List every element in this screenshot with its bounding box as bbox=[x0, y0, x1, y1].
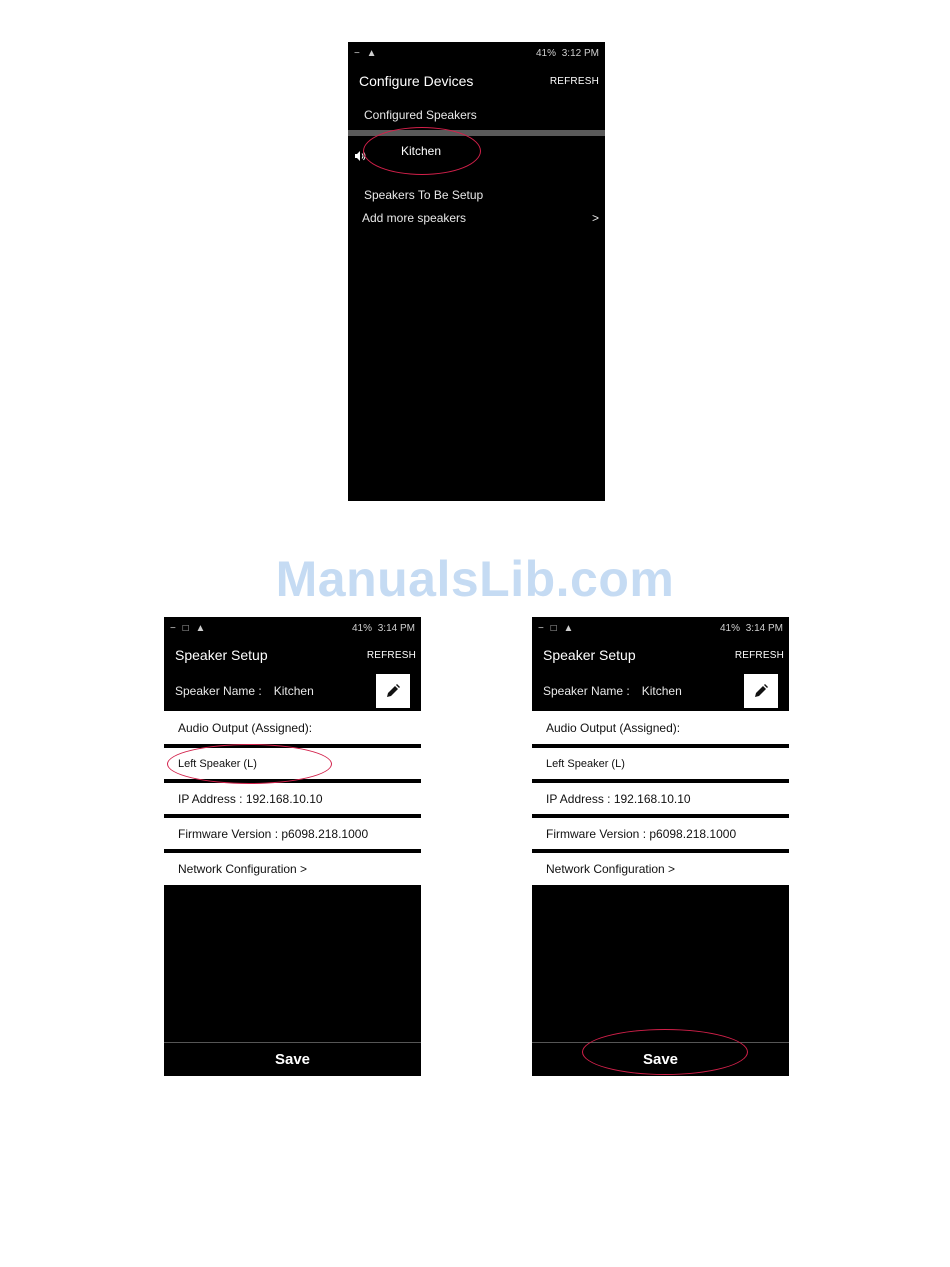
audio-channel-row[interactable] bbox=[164, 748, 421, 779]
page-title: Speaker Setup bbox=[175, 647, 268, 663]
minus-icon: − bbox=[354, 47, 360, 59]
network-configuration-link[interactable]: Network Configuration > bbox=[164, 853, 421, 885]
add-more-speakers-item[interactable] bbox=[348, 206, 605, 230]
audio-output-label: Audio Output (Assigned): bbox=[532, 711, 789, 744]
status-time: 3:14 PM bbox=[377, 622, 415, 634]
speaker-name-value: Kitchen bbox=[641, 684, 682, 698]
alert-icon: ▲ bbox=[563, 622, 574, 634]
refresh-button[interactable]: REFRESH bbox=[366, 649, 416, 661]
firmware-version-row: Firmware Version : p6098.218.1000 bbox=[164, 818, 421, 849]
audio-channel-value: Left Speaker (L) bbox=[178, 757, 257, 770]
app-header bbox=[164, 639, 421, 671]
pencil-icon bbox=[385, 683, 401, 699]
status-bar bbox=[348, 42, 605, 64]
speaker-item-kitchen[interactable] bbox=[348, 136, 605, 176]
alert-icon: ▲ bbox=[366, 47, 377, 59]
speaker-name-label: Speaker Name : bbox=[543, 684, 630, 698]
audio-output-label: Audio Output (Assigned): bbox=[164, 711, 421, 744]
firmware-version-row: Firmware Version : p6098.218.1000 bbox=[532, 818, 789, 849]
app-header bbox=[348, 64, 605, 98]
audio-channel-value: Left Speaker (L) bbox=[546, 757, 625, 770]
page-title: Configure Devices bbox=[359, 73, 474, 89]
configured-speakers-label: Configured Speakers bbox=[364, 108, 477, 122]
speaker-setup-screen-left bbox=[164, 617, 421, 1076]
image-icon: □ bbox=[182, 622, 189, 634]
ip-address-row: IP Address : 192.168.10.10 bbox=[164, 783, 421, 814]
status-bar bbox=[532, 617, 789, 639]
speaker-name-value: Kitchen bbox=[273, 684, 314, 698]
status-time: 3:12 PM bbox=[561, 47, 599, 59]
status-time: 3:14 PM bbox=[745, 622, 783, 634]
app-header bbox=[532, 639, 789, 671]
minus-icon: − bbox=[170, 622, 176, 634]
alert-icon: ▲ bbox=[195, 622, 206, 634]
watermark: ManualsLib.com bbox=[275, 551, 675, 607]
speaker-name-row bbox=[164, 671, 421, 711]
edit-name-button[interactable] bbox=[376, 674, 410, 708]
save-button[interactable]: Save bbox=[164, 1042, 421, 1076]
image-icon: □ bbox=[550, 622, 557, 634]
page-title: Speaker Setup bbox=[543, 647, 636, 663]
add-more-speakers-label: Add more speakers bbox=[362, 211, 467, 225]
audio-channel-row[interactable] bbox=[532, 748, 789, 779]
chevron-right-icon: > bbox=[591, 211, 599, 225]
pencil-icon bbox=[753, 683, 769, 699]
battery-percent: 41% bbox=[535, 47, 556, 59]
speaker-name-label: Kitchen bbox=[400, 144, 442, 158]
refresh-button[interactable]: REFRESH bbox=[549, 75, 599, 87]
speaker-name-label: Speaker Name : bbox=[175, 684, 262, 698]
speaker-name-row bbox=[532, 671, 789, 711]
save-button[interactable] bbox=[532, 1042, 789, 1076]
network-configuration-link[interactable]: Network Configuration > bbox=[532, 853, 789, 885]
configure-devices-screen bbox=[348, 42, 605, 501]
battery-percent: 41% bbox=[719, 622, 740, 634]
minus-icon: − bbox=[538, 622, 544, 634]
edit-name-button[interactable] bbox=[744, 674, 778, 708]
battery-percent: 41% bbox=[351, 622, 372, 634]
ip-address-row: IP Address : 192.168.10.10 bbox=[532, 783, 789, 814]
save-label: Save bbox=[642, 1051, 679, 1068]
refresh-button[interactable]: REFRESH bbox=[734, 649, 784, 661]
speakers-to-be-setup-label: Speakers To Be Setup bbox=[364, 188, 484, 202]
status-bar bbox=[164, 617, 421, 639]
speaker-setup-screen-right bbox=[532, 617, 789, 1076]
